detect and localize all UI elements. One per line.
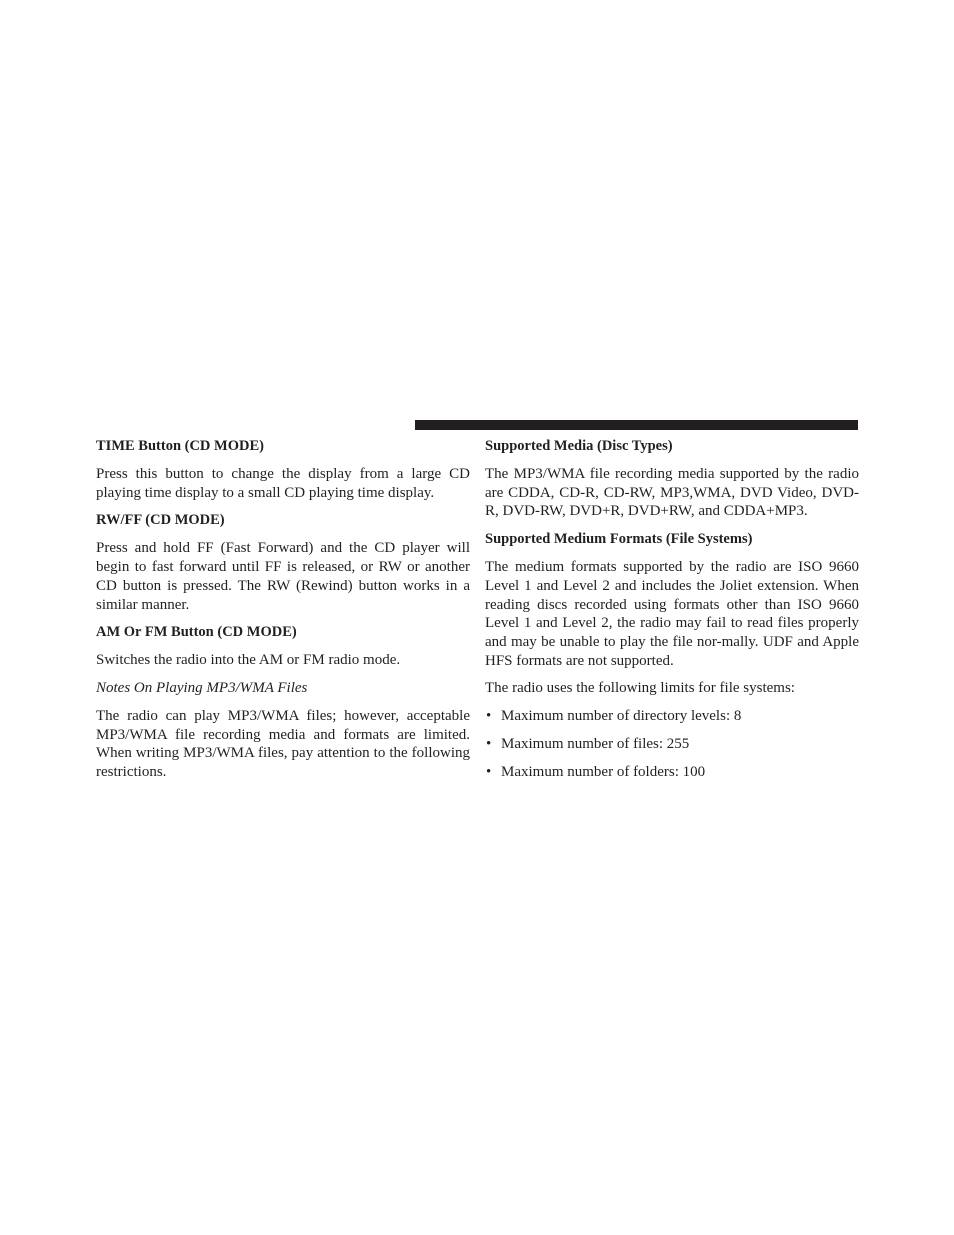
right-column — [485, 437, 859, 791]
section-header-bar — [415, 420, 858, 430]
amfm-text: Switches the radio into the AM or FM radio mode. — [96, 652, 401, 669]
list-item-text: Maximum number of directory levels: 8 — [501, 708, 742, 725]
supported-formats-heading: Supported Medium Formats (File Systems) — [485, 531, 753, 548]
amfm-heading: AM Or FM Button (CD MODE) — [96, 624, 297, 641]
rwff-heading: RW/FF (CD MODE) — [96, 512, 225, 529]
time-button-heading: TIME Button (CD MODE) — [96, 438, 264, 454]
list-item — [485, 763, 859, 782]
limits-intro-text: The radio uses the following limits for file systems: — [485, 680, 795, 697]
bullet-icon: • — [486, 764, 492, 781]
list-item — [485, 735, 859, 754]
supported-media-heading: Supported Media (Disc Types) — [485, 438, 673, 454]
list-item-text: Maximum number of folders: 100 — [501, 764, 706, 781]
supported-formats-text: The medium formats supported by the radio are ISO 9660 Level 1 and Level 2 and includes the Joliet extension. When reading discs recorded using formats other than ISO 9660 Level 1 and Level 2, the radio may fail to read files properly and may be unable to play the file nor-mally. UDF and Apple HFS formats are not supported. — [485, 559, 859, 669]
notes-text: The radio can play MP3/WMA files; however, acceptable MP3/WMA file recording media and formats are limited. When writing MP3/WMA files, pay attention to the following restrictions. — [96, 707, 470, 781]
bullet-icon: • — [486, 736, 492, 753]
limits-list — [485, 707, 859, 782]
notes-heading: Notes On Playing MP3/WMA Files — [96, 679, 308, 696]
supported-media-text: The MP3/WMA file recording media supported by the radio are CDDA, CD-R, CD-RW, MP3,WMA, DVD Video, DVD-R, DVD-RW, DVD+R, DVD+RW, and CDDA+MP3. — [485, 466, 859, 520]
list-item-text: Maximum number of files: 255 — [501, 736, 690, 753]
left-column — [96, 437, 470, 791]
bullet-icon: • — [486, 708, 492, 725]
list-item — [485, 707, 859, 726]
rwff-text: Press and hold FF (Fast Forward) and the CD player will begin to fast forward until FF is released, or RW or another CD button is pressed. The RW (Rewind) button works in a similar manner. — [96, 540, 470, 613]
time-button-text: Press this button to change the display from a large CD playing time display to a small CD playing time display. — [96, 466, 470, 501]
